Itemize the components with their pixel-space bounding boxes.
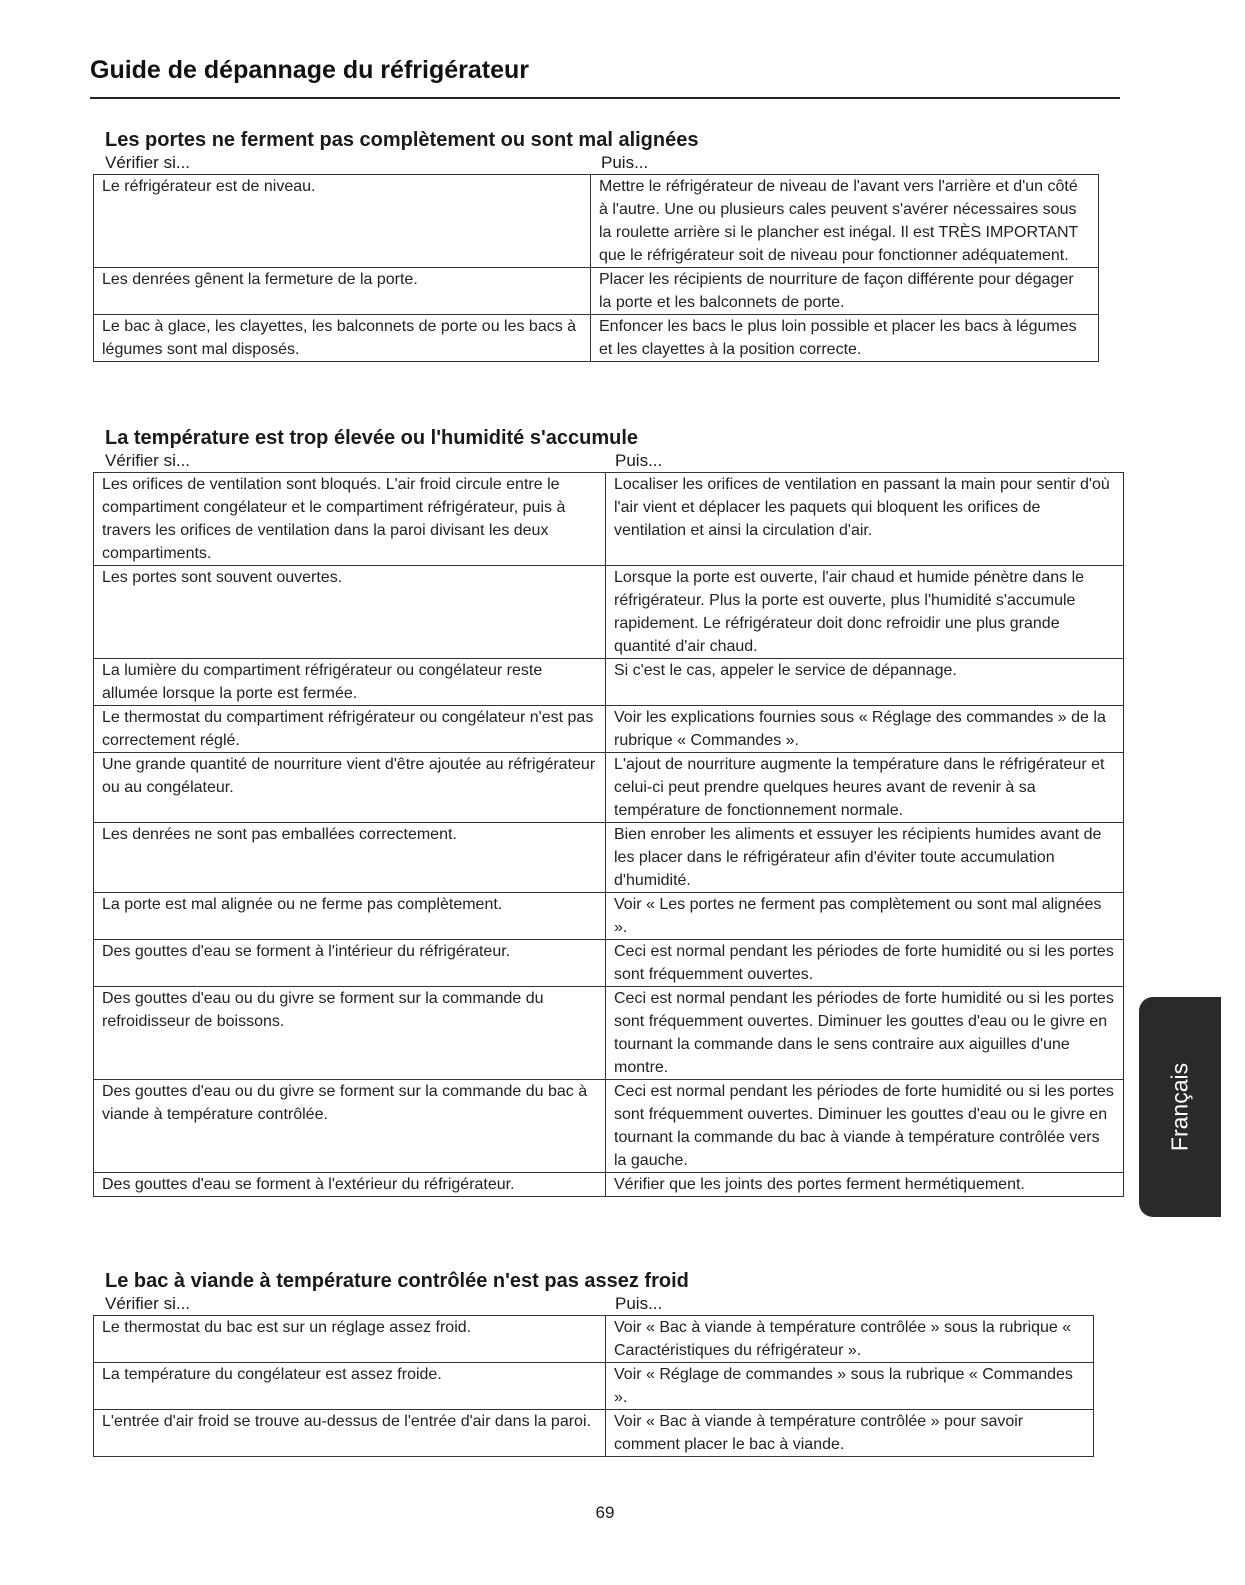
check-cell: Les denrées gênent la fermeture de la porte. xyxy=(94,268,591,315)
table-row xyxy=(94,1080,1124,1173)
check-cell: La lumière du compartiment réfrigérateur ou congélateur reste allumée lorsque la porte est fermée. xyxy=(94,659,606,706)
check-cell: Une grande quantité de nourriture vient d'être ajoutée au réfrigérateur ou au congélateur. xyxy=(94,753,606,823)
troubleshooting-table xyxy=(93,1315,1094,1457)
then-cell: Lorsque la porte est ouverte, l'air chaud et humide pénètre dans le réfrigérateur. Plus la porte est ouverte, plus l'humidité s'accumule rapidement. Le réfrigérateur doit donc refroidir une plus grande quantité d'air chaud. xyxy=(606,566,1124,659)
check-cell: La porte est mal alignée ou ne ferme pas complètement. xyxy=(94,893,606,940)
then-cell: Ceci est normal pendant les périodes de forte humidité ou si les portes sont fréquemment ouvertes. Diminuer les gouttes d'eau ou le givre en tournant la commande dans le sens contraire aux aiguilles d'une montre. xyxy=(606,987,1124,1080)
column-then-header: Puis... xyxy=(615,1294,663,1313)
section-doors xyxy=(93,128,1123,362)
table-row xyxy=(94,1173,1124,1197)
column-headers xyxy=(93,152,1123,174)
title-rule xyxy=(90,97,1120,99)
table-row xyxy=(94,893,1124,940)
column-then-header: Puis... xyxy=(601,153,649,172)
then-cell: Voir « Réglage de commandes » sous la rubrique « Commandes ». xyxy=(606,1363,1094,1410)
section-meat-drawer xyxy=(93,1269,1123,1457)
troubleshooting-table xyxy=(93,472,1124,1197)
section-temperature xyxy=(93,426,1123,1197)
troubleshooting-table xyxy=(93,174,1099,362)
table-row xyxy=(94,268,1099,315)
table-row xyxy=(94,175,1099,268)
language-tab-label: Français xyxy=(1166,1062,1193,1152)
section-heading: La température est trop élevée ou l'humidité s'accumule xyxy=(105,427,639,449)
column-then-header: Puis... xyxy=(615,451,663,470)
then-cell: Voir « Les portes ne ferment pas complètement ou sont mal alignées ». xyxy=(606,893,1124,940)
check-cell: Le thermostat du bac est sur un réglage assez froid. xyxy=(94,1316,606,1363)
page-number: 69 xyxy=(595,1503,615,1522)
table-row xyxy=(94,823,1124,893)
then-cell: L'ajout de nourriture augmente la température dans le réfrigérateur et celui-ci peut prendre quelques heures avant de revenir à sa température de fonctionnement normale. xyxy=(606,753,1124,823)
check-cell: Des gouttes d'eau ou du givre se forment sur la commande du refroidisseur de boissons. xyxy=(94,987,606,1080)
then-cell: Bien enrober les aliments et essuyer les récipients humides avant de les placer dans le réfrigérateur afin d'éviter toute accumulation d'humidité. xyxy=(606,823,1124,893)
table-row xyxy=(94,753,1124,823)
then-cell: Mettre le réfrigérateur de niveau de l'avant vers l'arrière et d'un côté à l'autre. Une ou plusieurs cales peuvent s'avérer nécessaires sous la roulette arrière si le plancher est inégal. Il est TRÈS IMPORTANT que le réfrigérateur soit de niveau pour fonctionner adéquatement. xyxy=(591,175,1099,268)
column-check-header: Vérifier si... xyxy=(105,153,191,172)
section-heading: Les portes ne ferment pas complètement ou sont mal alignées xyxy=(105,129,699,151)
language-tab xyxy=(1139,997,1221,1217)
table-row xyxy=(94,1316,1094,1363)
table-row xyxy=(94,566,1124,659)
table-row xyxy=(94,706,1124,753)
table-row xyxy=(94,987,1124,1080)
table-row xyxy=(94,1363,1094,1410)
then-cell: Ceci est normal pendant les périodes de forte humidité ou si les portes sont fréquemment ouvertes. xyxy=(606,940,1124,987)
check-cell: Les portes sont souvent ouvertes. xyxy=(94,566,606,659)
column-headers xyxy=(93,450,1123,472)
section-heading: Le bac à viande à température contrôlée n'est pas assez froid xyxy=(105,1270,689,1292)
check-cell: Les denrées ne sont pas emballées correctement. xyxy=(94,823,606,893)
column-check-header: Vérifier si... xyxy=(105,451,191,470)
then-cell: Localiser les orifices de ventilation en passant la main pour sentir d'où l'air vient et déplacer les paquets qui bloquent les orifices de ventilation et ainsi la circulation d'air. xyxy=(606,473,1124,566)
column-check-header: Vérifier si... xyxy=(105,1294,191,1313)
check-cell: Des gouttes d'eau ou du givre se forment sur la commande du bac à viande à température contrôlée. xyxy=(94,1080,606,1173)
check-cell: Le thermostat du compartiment réfrigérateur ou congélateur n'est pas correctement réglé. xyxy=(94,706,606,753)
check-cell: Le bac à glace, les clayettes, les balconnets de porte ou les bacs à légumes sont mal disposés. xyxy=(94,315,591,362)
check-cell: Les orifices de ventilation sont bloqués. L'air froid circule entre le compartiment congélateur et le compartiment réfrigérateur, puis à travers les orifices de ventilation dans la paroi divisant les deux compartiments. xyxy=(94,473,606,566)
table-row xyxy=(94,473,1124,566)
then-cell: Si c'est le cas, appeler le service de dépannage. xyxy=(606,659,1124,706)
check-cell: L'entrée d'air froid se trouve au-dessus de l'entrée d'air dans la paroi. xyxy=(94,1410,606,1457)
check-cell: Des gouttes d'eau se forment à l'extérieur du réfrigérateur. xyxy=(94,1173,606,1197)
table-row xyxy=(94,659,1124,706)
check-cell: Le réfrigérateur est de niveau. xyxy=(94,175,591,268)
check-cell: Des gouttes d'eau se forment à l'intérieur du réfrigérateur. xyxy=(94,940,606,987)
then-cell: Ceci est normal pendant les périodes de forte humidité ou si les portes sont fréquemment ouvertes. Diminuer les gouttes d'eau ou le givre en tournant la commande du bac à viande à température contrôlée vers la gauche. xyxy=(606,1080,1124,1173)
then-cell: Placer les récipients de nourriture de façon différente pour dégager la porte et les balconnets de porte. xyxy=(591,268,1099,315)
table-row xyxy=(94,315,1099,362)
then-cell: Vérifier que les joints des portes ferment hermétiquement. xyxy=(606,1173,1124,1197)
column-headers xyxy=(93,1293,1123,1315)
page-title: Guide de dépannage du réfrigérateur xyxy=(90,56,529,84)
then-cell: Voir « Bac à viande à température contrôlée » sous la rubrique « Caractéristiques du réfrigérateur ». xyxy=(606,1316,1094,1363)
then-cell: Voir les explications fournies sous « Réglage des commandes » de la rubrique « Commandes ». xyxy=(606,706,1124,753)
then-cell: Enfoncer les bacs le plus loin possible et placer les bacs à légumes et les clayettes à la position correcte. xyxy=(591,315,1099,362)
table-row xyxy=(94,940,1124,987)
table-row xyxy=(94,1410,1094,1457)
then-cell: Voir « Bac à viande à température contrôlée » pour savoir comment placer le bac à viande. xyxy=(606,1410,1094,1457)
check-cell: La température du congélateur est assez froide. xyxy=(94,1363,606,1410)
